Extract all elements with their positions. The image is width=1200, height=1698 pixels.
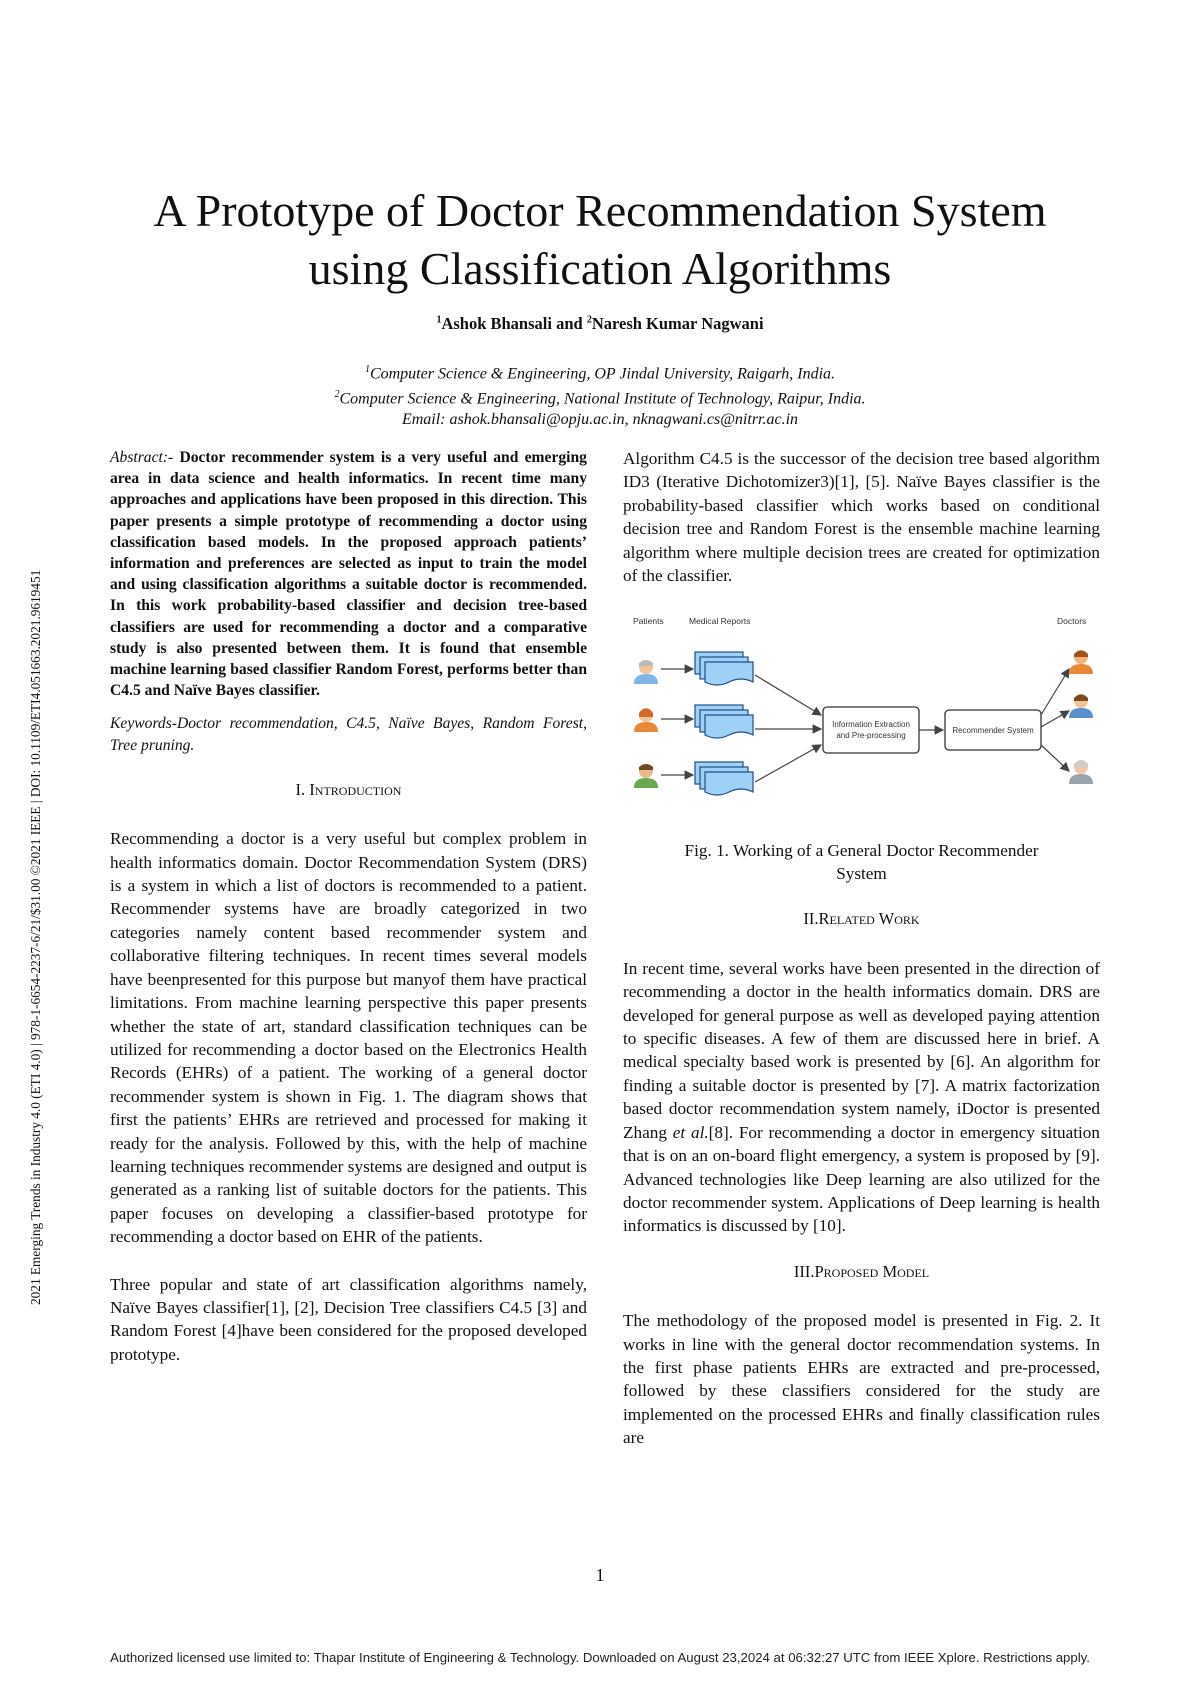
abstract-label: Abstract:- [110,449,180,466]
box-2-label: Recommender System [952,726,1034,736]
author-1-number: 1 [436,314,442,326]
related-work-text-b: [8]. For recommending a doctor in emergency situation that is on an on-board flight emergency, a system is proposed by [9]. Advanced technologies like Deep learning are also utilized for the doctor recommender system. Applications of Deep learning is health informatics is discussed by [10]. [623,1122,1100,1236]
related-work-text-a: In recent time, several works have been presented in the direction of recommending a doctor in the health informatics domain. DRS are developed for general purpose as well as developed paying attention to specific diseases. A few of them are discussed here in brief. A medical specialty based work is presented by [6]. An algorithm for finding a suitable doctor is presented by [7]. A matrix factorization based doctor recommendation system namely, iDoctor is presented Zhang [623,958,1100,1142]
keywords: Keywords-Doctor recommendation, C4.5, Naïve Bayes, Random Forest, Tree pruning. [110,715,587,754]
patient-2-icon [634,708,658,732]
medical-reports-3-icon [695,762,753,795]
section-heading-proposed-model: III.Proposed Model [793,1261,930,1281]
author-1-name: Ashok Bhansali and [441,314,587,333]
box-information-extraction [823,707,919,753]
figure-1 [623,607,1100,837]
caption-line-2: System [836,864,887,884]
abstract [110,447,587,701]
right-column [623,447,1100,1450]
arrow-reports-3 [755,745,821,782]
medical-reports-2-icon [695,705,753,738]
affiliation-1-number: 1 [364,364,370,375]
figure-1-diagram [623,607,1100,837]
arrow-to-doctor-2 [1041,711,1069,727]
section-heading-introduction: I. Introduction [295,779,402,799]
intro-paragraph-1: Recommending a doctor is a very useful but complex problem in health informatics domain. Doctor Recommendation System (DRS) is a system in which a list of doctors is recommended to a patient. Recommender systems have are broadly categorized in two categories namely content based recommender system and collaborative filtering techniques. In recent times several models have beenpresented for this purpose but manyof them have practical limitations. From machine learning perspective this paper presents whether the state of art, standard classification techniques can be utilized for recommending a doctor based on the Electronics Health Records (EHRs) of a patient. The working of a general doctor recommender system is shown in Fig. 1. The diagram shows that first the patients’ EHRs are retrieved and processed for making it ready for the analysis. Followed by this, with the help of machine learning techniques recommender systems are designed and output is generated as a ranking list of suitable doctors for the patients. This paper focuses on developing a classifier-based prototype for recommending a doctor based on EHR of the patients. [110,829,587,1247]
affiliation-2-text: Computer Science & Engineering, National Institute of Technology, Raipur, India. [339,390,866,408]
intro-paragraph-2: Three popular and state of art classification algorithms namely, Naïve Bayes classifier[1], [2], Decision Tree classifiers C4.5 [3] and Random Forest [4]have been considered for the proposed developed prototype. [110,1274,587,1364]
author-2-number: 2 [586,314,592,326]
arrow-to-doctor-3 [1041,745,1069,771]
title-line-1: A Prototype of Doctor Recommendation System [153,185,1047,236]
related-work-etal: et al. [672,1122,709,1142]
author-list [0,314,1200,334]
arrow-reports-1 [755,675,821,715]
label-medical-reports: Medical Reports [689,616,751,627]
patient-3-icon [634,764,658,788]
proposed-model-paragraph: The methodology of the proposed model is presented in Fig. 2. It works in line with the general doctor recommendation systems. In the first phase patients EHRs are extracted and pre-processed, followed by these classifiers considered for the study are implemented on the processed EHRs and finally classification rules are [623,1311,1100,1448]
box-1-line-2: and Pre-processing [836,731,906,741]
left-column [110,447,587,1366]
page-number: 1 [595,1565,605,1585]
doctor-3-icon [1069,760,1093,784]
affiliation-2 [0,385,1200,410]
label-patients: Patients [633,616,664,627]
doctor-2-icon [1069,694,1093,718]
algorithm-paragraph: Algorithm C4.5 is the successor of the decision tree based algorithm ID3 (Iterative Dichotomizer3)[1], [5]. Naïve Bayes classifier is the probability-based classifier which works based on conditional decision tree and Random Forest is the ensemble machine learning algorithm where multiple decision trees are created for optimization of the classifier. [623,449,1100,586]
doctor-1-icon [1069,650,1093,674]
box-1-line-1: Information Extraction [832,720,910,730]
medical-reports-1-icon [695,652,753,685]
section-heading-related-work: II.Related Work [803,909,920,929]
download-footer: Authorized licensed use limited to: Thapar Institute of Engineering & Technology. Downloaded on August 23,2024 at 06:32:27 UTC from IEEE Xplore. Restrictions apply. [110,1650,1090,1665]
affiliation-2-number: 2 [334,388,340,400]
affiliation-1 [0,360,1200,385]
related-work-paragraph [623,957,1100,1238]
affiliations [0,360,1200,430]
title-line-2: using Classification Algorithms [308,243,892,294]
figure-1-caption [623,839,1100,885]
author-2-name: Naresh Kumar Nagwani [591,314,764,333]
patient-1-icon [634,660,658,684]
abstract-text: Doctor recommender system is a very useful and emerging area in data science and health informatics. In recent time many approaches and applications have been proposed in this direction. This paper presents a simple prototype of recommending a doctor using classification based models. In the proposed approach patients’ information and preferences are selected as input to train the model and using classification algorithms a suitable doctor is recommended. In this work probability-based classifier and decision tree-based classifiers are used for recommending a doctor and a comparative study is also presented between them. It is found that ensemble machine learning based classifier Random Forest, performs better than C4.5 and Naïve Bayes classifier. [110,449,587,700]
label-doctors: Doctors [1057,616,1087,627]
arrow-to-doctor-1 [1041,669,1069,715]
email-line: Email: ashok.bhansali@opju.ac.in, nknagwani.cs@nitrr.ac.in [401,410,799,428]
caption-line-1: Fig. 1. Working of a General Doctor Recommender [684,841,1039,861]
paper-title [60,182,1140,298]
side-identifier: 2021 Emerging Trends in Industry 4.0 (ETI 4.0) | 978-1-6654-2237-6/21/$31.00 ©2021 IEEE | DOI: 10.1109/ETI4.051663.2021.9619451 [28,569,43,1305]
affiliation-1-text: Computer Science & Engineering, OP Jindal University, Raigarh, India. [369,365,836,383]
